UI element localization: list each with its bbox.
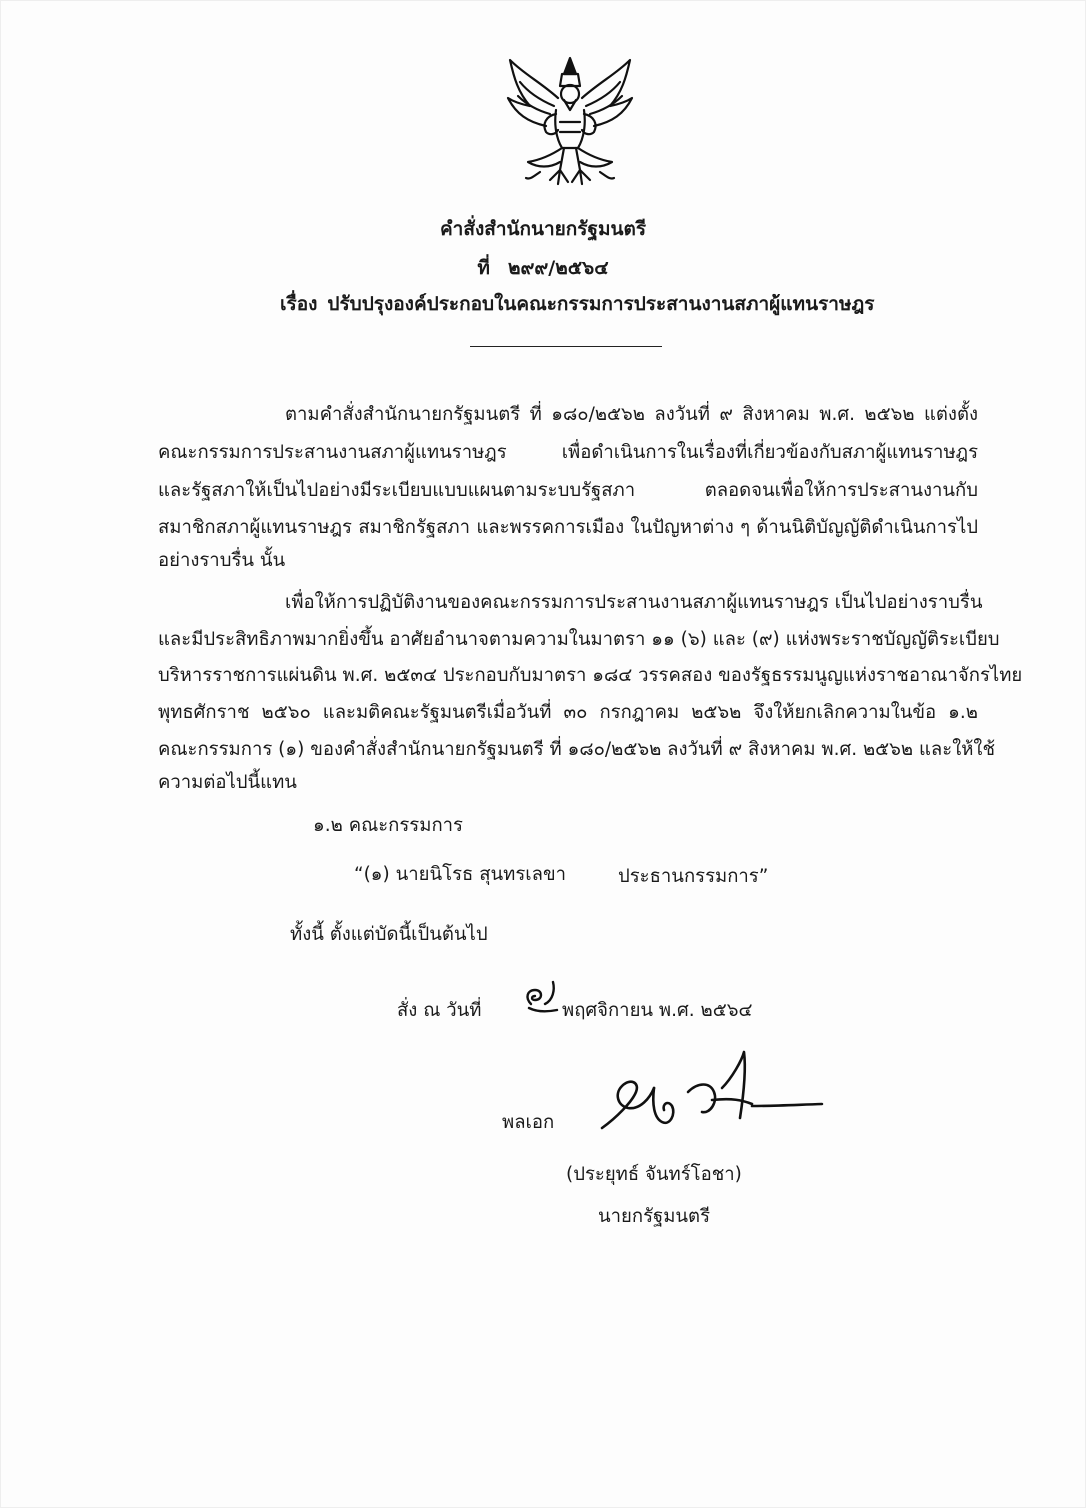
header-divider: [470, 346, 662, 347]
signer-name: (ประยุทธ์ จันทร์โอชา): [566, 1164, 742, 1185]
paragraph2-line: เพื่อให้การปฏิบัติงานของคณะกรรมการประสานงานสภาผู้แทนราษฎร เป็นไปอย่างราบรื่น: [285, 592, 983, 613]
paragraph1-line: และรัฐสภาให้เป็นไปอย่างมีระเบียบแบบแผนตามระบบรัฐสภา ตลอดจนเพื่อให้การประสานงานกับ: [158, 480, 978, 501]
handwritten-signature: [592, 1048, 828, 1140]
order-number-value: ๒๙๙/๒๕๖๔: [507, 257, 609, 279]
effective-clause: ทั้งนี้ ตั้งแต่บัดนี้เป็นต้นไป: [290, 924, 488, 945]
issuer-title: คำสั่งสำนักนายกรัฐมนตรี: [439, 218, 647, 240]
paragraph2-line: และมีประสิทธิภาพมากยิ่งขึ้น อาศัยอำนาจตามความในมาตรา ๑๑ (๖) และ (๙) แห่งพระราชบัญญัติระเบียบ: [158, 629, 1000, 650]
subject-label: เรื่อง: [280, 293, 318, 315]
paragraph1-line: ตามคำสั่งสำนักนายกรัฐมนตรี ที่ ๑๘๐/๒๕๖๒ ลงวันที่ ๙ สิงหาคม พ.ศ. ๒๕๖๒ แต่งตั้ง: [285, 404, 978, 425]
signing-date-prefix: สั่ง ณ วันที่: [397, 1000, 482, 1021]
subject-line: [280, 289, 874, 319]
paragraph1-line: สมาชิกสภาผู้แทนราษฎร สมาชิกรัฐสภา และพรรคการเมือง ในปัญหาต่าง ๆ ด้านนิติบัญญัติดำเนินการไป: [158, 517, 978, 538]
signing-date-suffix: พฤศจิกายน พ.ศ. ๒๕๖๔: [562, 1000, 753, 1021]
order-number: [0, 253, 1086, 283]
paragraph2-line: ความต่อไปนี้แทน: [158, 772, 297, 793]
subject-text: ปรับปรุงองค์ประกอบในคณะกรรมการประสานงานสภาผู้แทนราษฎร: [327, 293, 875, 315]
paragraph1-line: คณะกรรมการประสานงานสภาผู้แทนราษฎร เพื่อดำเนินการในเรื่องที่เกี่ยวข้องกับสภาผู้แทนราษฎร: [158, 442, 978, 463]
signer-title: นายกรัฐมนตรี: [598, 1206, 711, 1227]
paragraph1-line: อย่างราบรื่น นั้น: [158, 550, 286, 571]
paragraph2-line: พุทธศักราช ๒๕๖๐ และมติคณะรัฐมนตรีเมื่อวันที่ ๓๐ กรกฎาคม ๒๕๖๒ จึงให้ยกเลิกความในข้อ ๑.๒: [158, 702, 978, 723]
paragraph2-line: คณะกรรมการ (๑) ของคำสั่งสำนักนายกรัฐมนตรี ที่ ๑๘๐/๒๕๖๒ ลงวันที่ ๙ สิงหาคม พ.ศ. ๒๕๖๒ และให้ใช้: [158, 739, 996, 760]
member-role: ประธานกรรมการ”: [618, 866, 769, 887]
garuda-emblem-icon: [500, 52, 640, 192]
paragraph2-line: บริหารราชการแผ่นดิน พ.ศ. ๒๕๓๔ ประกอบกับมาตรา ๑๘๔ วรรคสอง ของรัฐธรรมนูญแห่งราชอาณาจักรไทย: [158, 665, 1023, 686]
signer-rank: พลเอก: [502, 1112, 555, 1133]
item-heading: ๑.๒ คณะกรรมการ: [313, 815, 463, 836]
handwritten-day: [523, 978, 559, 1018]
order-number-label: ที่: [477, 257, 490, 279]
member-name: “(๑) นายนิโรธ สุนทรเลขา: [354, 864, 566, 885]
